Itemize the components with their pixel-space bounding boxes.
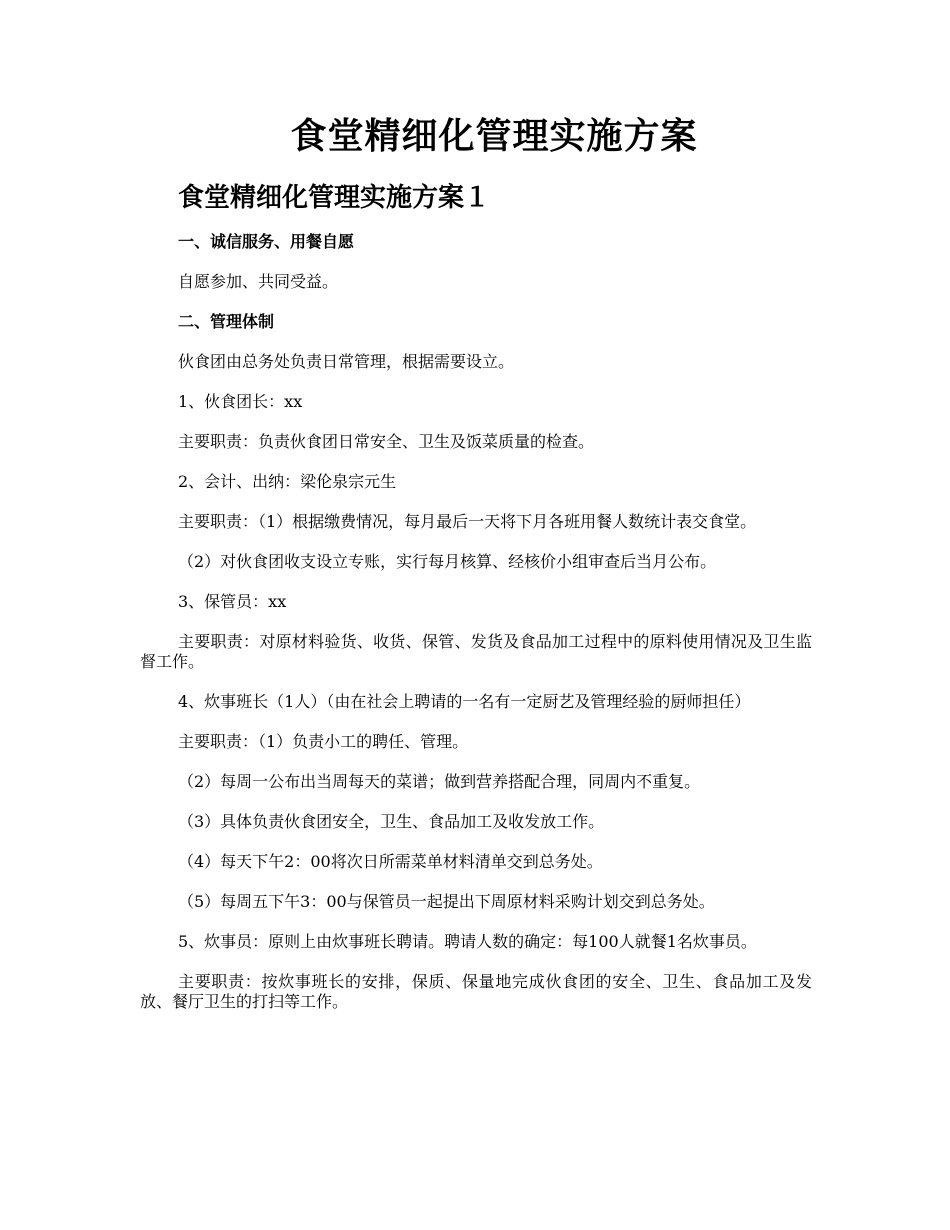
paragraph: 3、保管员：xx	[178, 592, 287, 611]
paragraph: （2）对伙食团收支设立专账，实行每月核算、经核价小组审查后当月公布。	[178, 552, 717, 571]
paragraph: 自愿参加、共同受益。	[178, 272, 339, 291]
heading-integrity-service: 一、诚信服务、用餐自愿	[178, 232, 355, 251]
document-title: 食堂精细化管理实施方案	[290, 115, 698, 157]
paragraph: 主要职责：（1）负责小工的聘任、管理。	[178, 732, 469, 751]
paragraph: 4、炊事班长（1人）（由在社会上聘请的一名有一定厨艺及管理经验的厨师担任）	[178, 692, 751, 711]
paragraph: （4）每天下午2：00将次日所需菜单材料清单交到总务处。	[178, 852, 603, 871]
paragraph: 主要职责：负责伙食团日常安全、卫生及饭菜质量的检查。	[178, 432, 595, 451]
paragraph: 主要职责：按炊事班长的安排，保质、保量地完成伙食团的安全、卫生、食品加工及发放、餐厅卫生的打扫等工作。	[140, 972, 812, 1011]
section-title: 食堂精细化管理实施方案１	[178, 183, 491, 213]
heading-management-system: 二、管理体制	[178, 312, 275, 331]
paragraph: （2）每周一公布出当周每天的菜谱；做到营养搭配合理，同周内不重复。	[178, 772, 701, 791]
document-body	[140, 232, 812, 1032]
paragraph: 伙食团由总务处负责日常管理，根据需要设立。	[178, 352, 515, 371]
paragraph: 5、炊事员：原则上由炊事班长聘请。聘请人数的确定：每100人就餐1名炊事员。	[178, 932, 757, 951]
paragraph: （3）具体负责伙食团安全，卫生、食品加工及收发放工作。	[178, 812, 605, 831]
paragraph: 主要职责：对原材料验货、收货、保管、发货及食品加工过程中的原料使用情况及卫生监督工作。	[140, 632, 812, 671]
paragraph: 2、会计、出纳：梁伦泉宗元生	[178, 472, 397, 491]
paragraph: （5）每周五下午3：00与保管员一起提出下周原材料采购计划交到总务处。	[178, 892, 715, 911]
paragraph: 1、伙食团长：xx	[178, 392, 303, 411]
paragraph: 主要职责：（1）根据缴费情况，每月最后一天将下月各班用餐人数统计表交食堂。	[178, 512, 757, 531]
